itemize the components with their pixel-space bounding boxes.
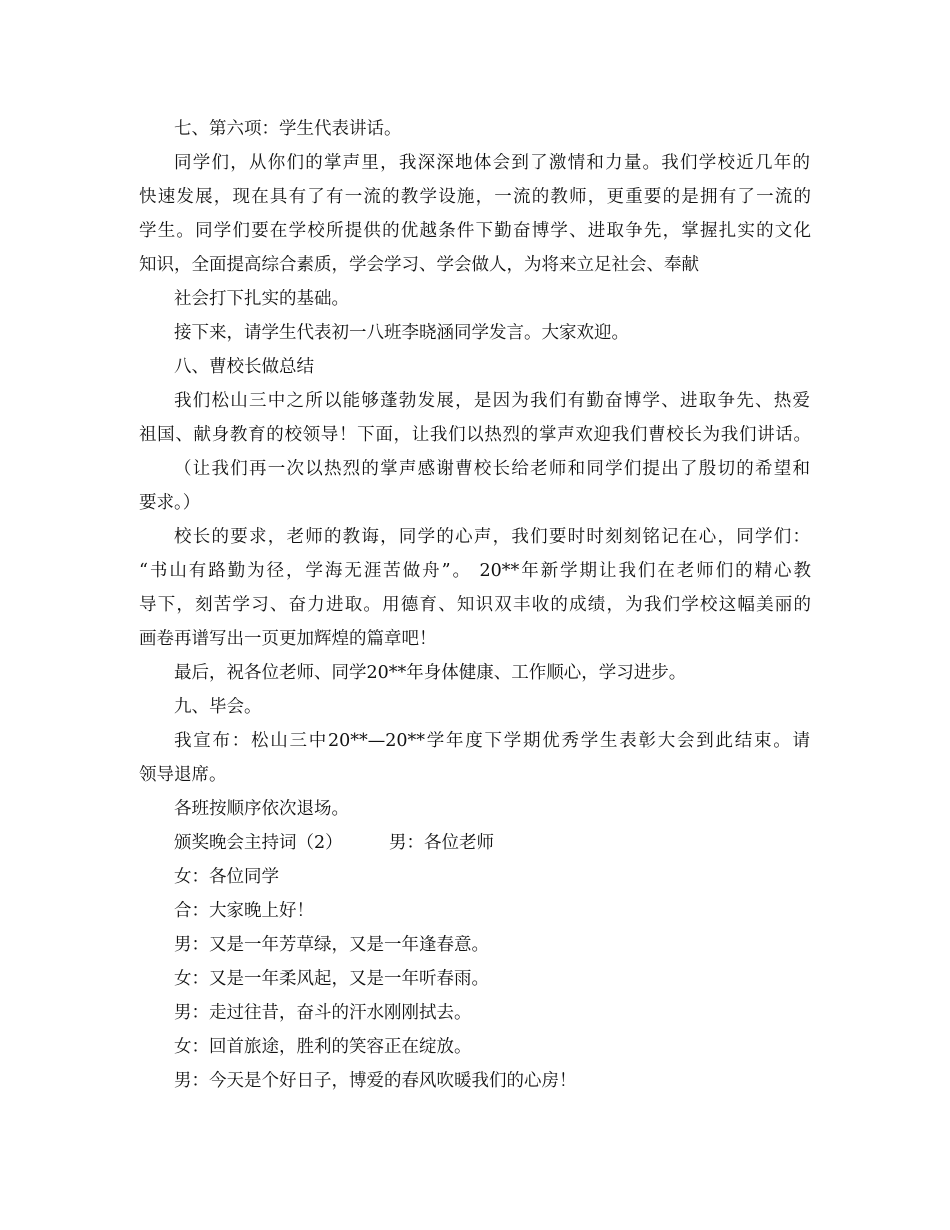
section-heading-student-speech: 七、第六项：学生代表讲话。 [174,119,402,139]
paragraph-line: 校长的要求，老师的教诲，同学的心声，我们要时时刻刻铭记在心，同学们： [174,527,810,547]
dialogue-line: 男：走过往昔，奋斗的汗水刚刚拭去。 [174,1003,472,1023]
paragraph-line: 最后，祝各位老师、同学20**年身体健康、工作顺心，学习进步。 [174,663,687,683]
paragraph-line: 知识，全面提高综合素质，学会学习、学会做人，为将来立足社会、奉献 [139,255,699,275]
paragraph-line: （让我们再一次以热烈的掌声感谢曹校长给老师和同学们提出了殷切的希望和 [174,459,810,479]
paragraph-line: 领导退席。 [139,765,227,785]
section-heading-principal-summary: 八、曹校长做总结 [174,357,314,377]
dialogue-line: 女：又是一年柔风起，又是一年听春雨。 [174,969,489,989]
section-heading-closing: 九、毕会。 [174,697,262,717]
paragraph-line: 各班按顺序依次退场。 [174,799,349,819]
paragraph-line: 社会打下扎实的基础。 [174,289,349,309]
dialogue-line: 男：又是一年芳草绿，又是一年逢春意。 [174,935,489,955]
script-title: 颁奖晚会主持词（2） [174,833,343,853]
paragraph-line: 我宣布：松山三中20**—20**学年度下学期优秀学生表彰大会到此结束。请 [174,731,810,751]
dialogue-line: 男：今天是个好日子，博爱的春风吹暖我们的心房！ [174,1071,577,1091]
paragraph-line: 快速发展，现在具有了有一流的教学设施，一流的教师，更重要的是拥有了一流的 [139,187,811,207]
paragraph-line: 导下，刻苦学习、奋力进取。用德育、知识双丰收的成绩，为我们学校这幅美丽的 [139,595,811,615]
paragraph-line: 画卷再谱写出一页更加辉煌的篇章吧！ [139,629,437,649]
paragraph-line: 我们松山三中之所以能够蓬勃发展，是因为我们有勤奋博学、进取争先、热爱 [174,391,810,411]
paragraph-line: 学生。同学们要在学校所提供的优越条件下勤奋博学、进取争先，掌握扎实的文化 [139,221,811,241]
paragraph-line: “书山有路勤为径，学海无涯苦做舟”。 20**年新学期让我们在老师们的精心教 [139,561,811,581]
dialogue-line: 女：回首旅途，胜利的笑容正在绽放。 [174,1037,472,1057]
script-title-line [174,835,494,853]
dialogue-line: 合：大家晚上好！ [174,901,314,921]
paragraph-line: 要求。） [139,493,201,513]
dialogue-line: 男：各位老师 [389,833,494,853]
paragraph-line: 接下来，请学生代表初一八班李晓涵同学发言。大家欢迎。 [174,323,629,343]
paragraph-line: 同学们，从你们的掌声里，我深深地体会到了激情和力量。我们学校近几年的 [174,153,810,173]
dialogue-line: 女：各位同学 [174,867,279,887]
paragraph-line: 祖国、献身教育的校领导！下面，让我们以热烈的掌声欢迎我们曹校长为我们讲话。 [139,425,811,445]
